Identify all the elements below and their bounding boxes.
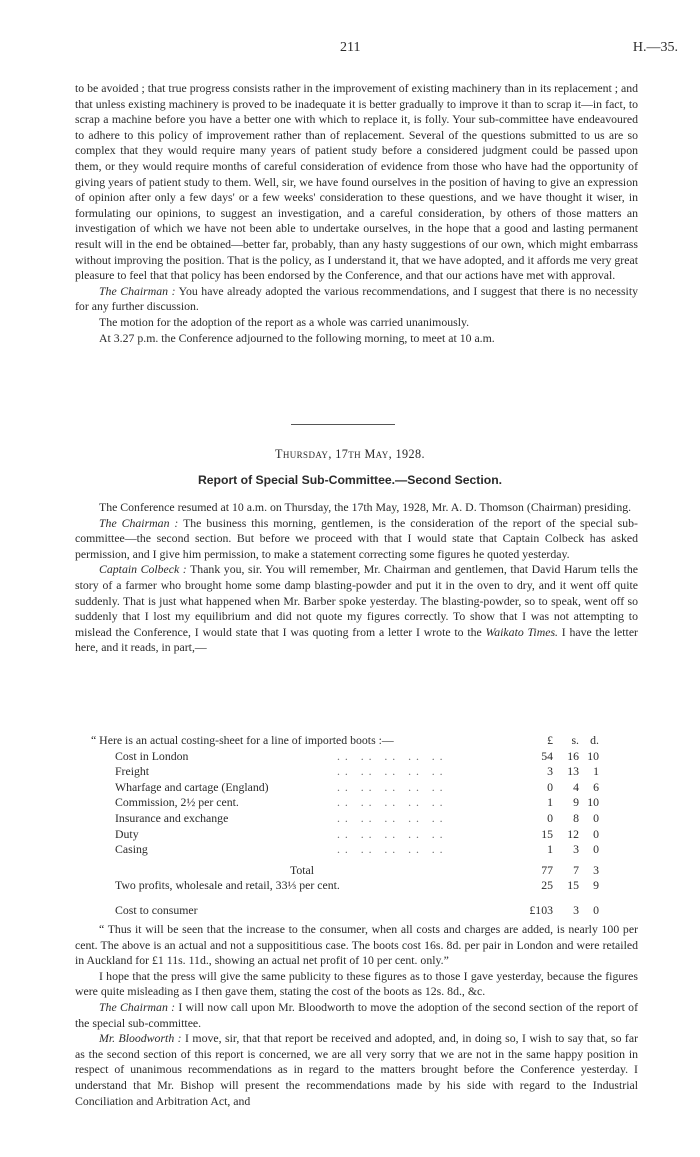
date-heading: Thursday, 17th May, 1928. [275, 447, 425, 461]
cost-item-label: Wharfage and cartage (England) [115, 779, 269, 794]
cost-shillings: 4 [573, 779, 579, 794]
cost-pence: 0 [593, 810, 599, 825]
cost-pence: 0 [593, 842, 599, 857]
cost-pence: 0 [593, 826, 599, 841]
speaker-name: The Chairman : [99, 515, 179, 530]
costing-sheet [75, 733, 638, 919]
paragraph: The motion for the adoption of the report as a whole was carried unanimously. [99, 314, 470, 329]
document-reference: H.—35. [632, 40, 678, 55]
cost-shillings: 13 [567, 764, 579, 779]
paragraph [75, 1031, 638, 1109]
speech-text: The business this morning, gentlemen, is the consideration of the report of the special sub-committee—the second section. But before we proceed with that I would state that Captain Colbeck has asked permission, and I give him permission, to make a statement correcting some figures he quoted yesterday. [75, 515, 638, 561]
cost-item-row [75, 827, 638, 843]
total-label: Total [290, 862, 315, 877]
cost-pence: 10 [587, 795, 599, 810]
leader-dots: . . . . . . . . . . [337, 764, 444, 779]
total-pounds: 77 [541, 862, 553, 877]
speaker-name: The Chairman : [99, 283, 176, 298]
profits-pence: 9 [593, 878, 599, 893]
total-shillings: 7 [573, 862, 579, 877]
pence-header: d. [590, 733, 599, 747]
paragraph [75, 284, 638, 315]
leader-dots: . . . . . . . . . . [337, 810, 444, 825]
profits-pounds: 25 [541, 878, 553, 893]
cost-item-label: Insurance and exchange [115, 810, 229, 825]
cost-shillings: 16 [567, 748, 579, 763]
page-number: 211 [340, 40, 361, 55]
total-pence: 3 [593, 862, 599, 877]
section-title: Report of Special Sub-Committee.—Second Section. [197, 473, 503, 487]
section-text [75, 500, 638, 656]
cost-pounds: 0 [547, 810, 553, 825]
leader-dots: . . . . . . . . . . [337, 748, 444, 763]
profits-label: Two profits, wholesale and retail, 33⅓ per cent. [115, 878, 340, 893]
consumer-shillings: 3 [573, 902, 579, 917]
cost-item-row [75, 780, 638, 796]
shillings-header: s. [571, 733, 579, 747]
paragraph [75, 562, 638, 656]
leader-dots: . . . . . . . . . . [337, 779, 444, 794]
cost-pounds: 3 [547, 764, 553, 779]
consumer-pounds: £103 [529, 902, 553, 917]
speaker-name: Mr. Bloodworth : [99, 1031, 182, 1046]
speech-text: You have already adopted the various recommendations, and I suggest that there is no necessity for any further discussion. [75, 283, 638, 314]
speaker-name: The Chairman : [99, 999, 176, 1014]
cost-item-label: Freight [115, 764, 150, 779]
cost-shillings: 3 [573, 842, 579, 857]
paragraph: I hope that the press will give the same publicity to these figures as to those I gave yesterday, because the figures were quite misleading as I then gave them, stating the cost of the boots as 12s. 8d., &c. [75, 968, 638, 999]
cost-pounds: 15 [541, 826, 553, 841]
newspaper-name: Waikato Times. [485, 624, 559, 639]
paragraph [75, 516, 638, 563]
total-row [75, 863, 638, 879]
page-header [0, 40, 700, 62]
paragraph: At 3.27 p.m. the Conference adjourned to the following morning, to meet at 10 a.m. [99, 330, 495, 345]
cost-pence: 6 [593, 779, 599, 794]
profits-shillings: 15 [567, 878, 579, 893]
paragraph: to be avoided ; that true progress consists rather in the improvement of existing machinery than in its replacement ; and that unless existing machinery is proved to be inadequate it is better gradually to improve it than to scrap it—in fact, to scrap a machine before you have a better one with which to replace it, is folly. Your sub-committee have endeavoured to adhere to this policy of improvement rather than of replacement. Several of the questions submitted to us are so complex that they would require many years of patient study before a considered judgment could be passed upon them, or they would require months of careful consideration of evidence from those who have had the opportunity of giving years of patient study to them. Well, sir, we have found ourselves in the position of having to give an expression of opinion after only a few days' or a few weeks' consideration to these questions, and we have thought it wiser, in formulating our opinions, to suggest an investigation, and a careful consideration, by others of those matters an investigation of which we have not been able to undertake ourselves, in the hope that a good and lasting permanent result will in the end be obtained—better far, probably, than any hasty suggestions of our own, which might embarrass without improving the position. That is the policy, as I understand it, that we have adopted, and it affords me very great pleasure to feel that that policy has been endorsed by the Conference, and that our actions have met with approval. [75, 81, 638, 283]
cost-item-row [75, 795, 638, 811]
cost-item-row [75, 842, 638, 858]
speech-text: I have the letter here, and it reads, in part,— [75, 624, 638, 655]
cost-items [75, 749, 638, 858]
cost-pounds: 1 [547, 842, 553, 857]
speech-text: I move, sir, that that report be received and adopted, and, in doing so, I wish to say that, so far as the second section of this report is concerned, we are all very sorry that we are not in the same happy position in respect of unanimous recommendations as in regard to the matters brought before the Conference yesterday. I understand that Mr. Bishop will present the recommendations made by his side with regard to the Industrial Conciliation and Arbitration Act, and [75, 1031, 639, 1108]
cost-pence: 1 [593, 764, 599, 779]
cost-item-row [75, 764, 638, 780]
cost-item-row [75, 811, 638, 827]
cost-pounds: 54 [541, 748, 553, 763]
leader-dots: . . . . . . . . . . [337, 795, 444, 810]
cost-pounds: 1 [547, 795, 553, 810]
cost-item-row [75, 749, 638, 765]
cost-item-label: Duty [115, 826, 139, 841]
costing-intro: “ Here is an actual costing-sheet for a line of imported boots :— [91, 733, 394, 747]
cost-item-label: Commission, 2½ per cent. [115, 795, 239, 810]
cost-item-label: Casing [115, 842, 148, 857]
continuation-text [75, 81, 638, 346]
consumer-pence: 0 [593, 902, 599, 917]
speech-text: I will now call upon Mr. Bloodworth to move the adoption of the second section of the report of the special sub-committee. [75, 999, 638, 1030]
cost-shillings: 8 [573, 810, 579, 825]
cost-shillings: 9 [573, 795, 579, 810]
paragraph: “ Thus it will be seen that the increase to the consumer, when all costs and charges are added, is nearly 100 per cent. The above is an actual and not a supposititious case. The boots cost 16s. 8d. per pair in London and were retailed in Auckland for £1 11s. 11d., showing an actual net profit of 10 per cent. only.” [75, 922, 638, 968]
paragraph: The Conference resumed at 10 a.m. on Thursday, the 17th May, 1928, Mr. A. D. Thomson (Chairman) presiding. [99, 500, 632, 514]
consumer-label: Cost to consumer [115, 902, 198, 917]
speaker-name: Captain Colbeck : [99, 562, 187, 577]
leader-dots: . . . . . . . . . . [337, 826, 444, 841]
consumer-row [75, 903, 638, 919]
speech-text: Thank you, sir. You will remember, Mr. Chairman and gentlemen, that David Harum tells the story of a farmer who brought home some damp blasting-powder and put it in the oven to dry, and it went off quite suddenly. That is just what happened when Mr. Barber spoke yesterday. The blasting-powder, so to speak, went off so suddenly that I lost my equilibrium and did not quote my figures correctly. To show that I was not attempting to mislead the Conference, I would state that I was quoting from a letter I wrote to the [75, 562, 638, 639]
cost-pounds: 0 [547, 779, 553, 794]
leader-dots: . . . . . . . . . . [337, 842, 444, 857]
cost-item-label: Cost in London [115, 748, 189, 763]
paragraph [75, 1000, 638, 1031]
section-divider [291, 424, 395, 425]
profits-row [75, 878, 638, 894]
cost-pence: 10 [587, 748, 599, 763]
closing-text [75, 922, 638, 1109]
cost-shillings: 12 [567, 826, 579, 841]
pounds-header: £ [547, 733, 553, 747]
costing-intro-row [75, 733, 638, 749]
